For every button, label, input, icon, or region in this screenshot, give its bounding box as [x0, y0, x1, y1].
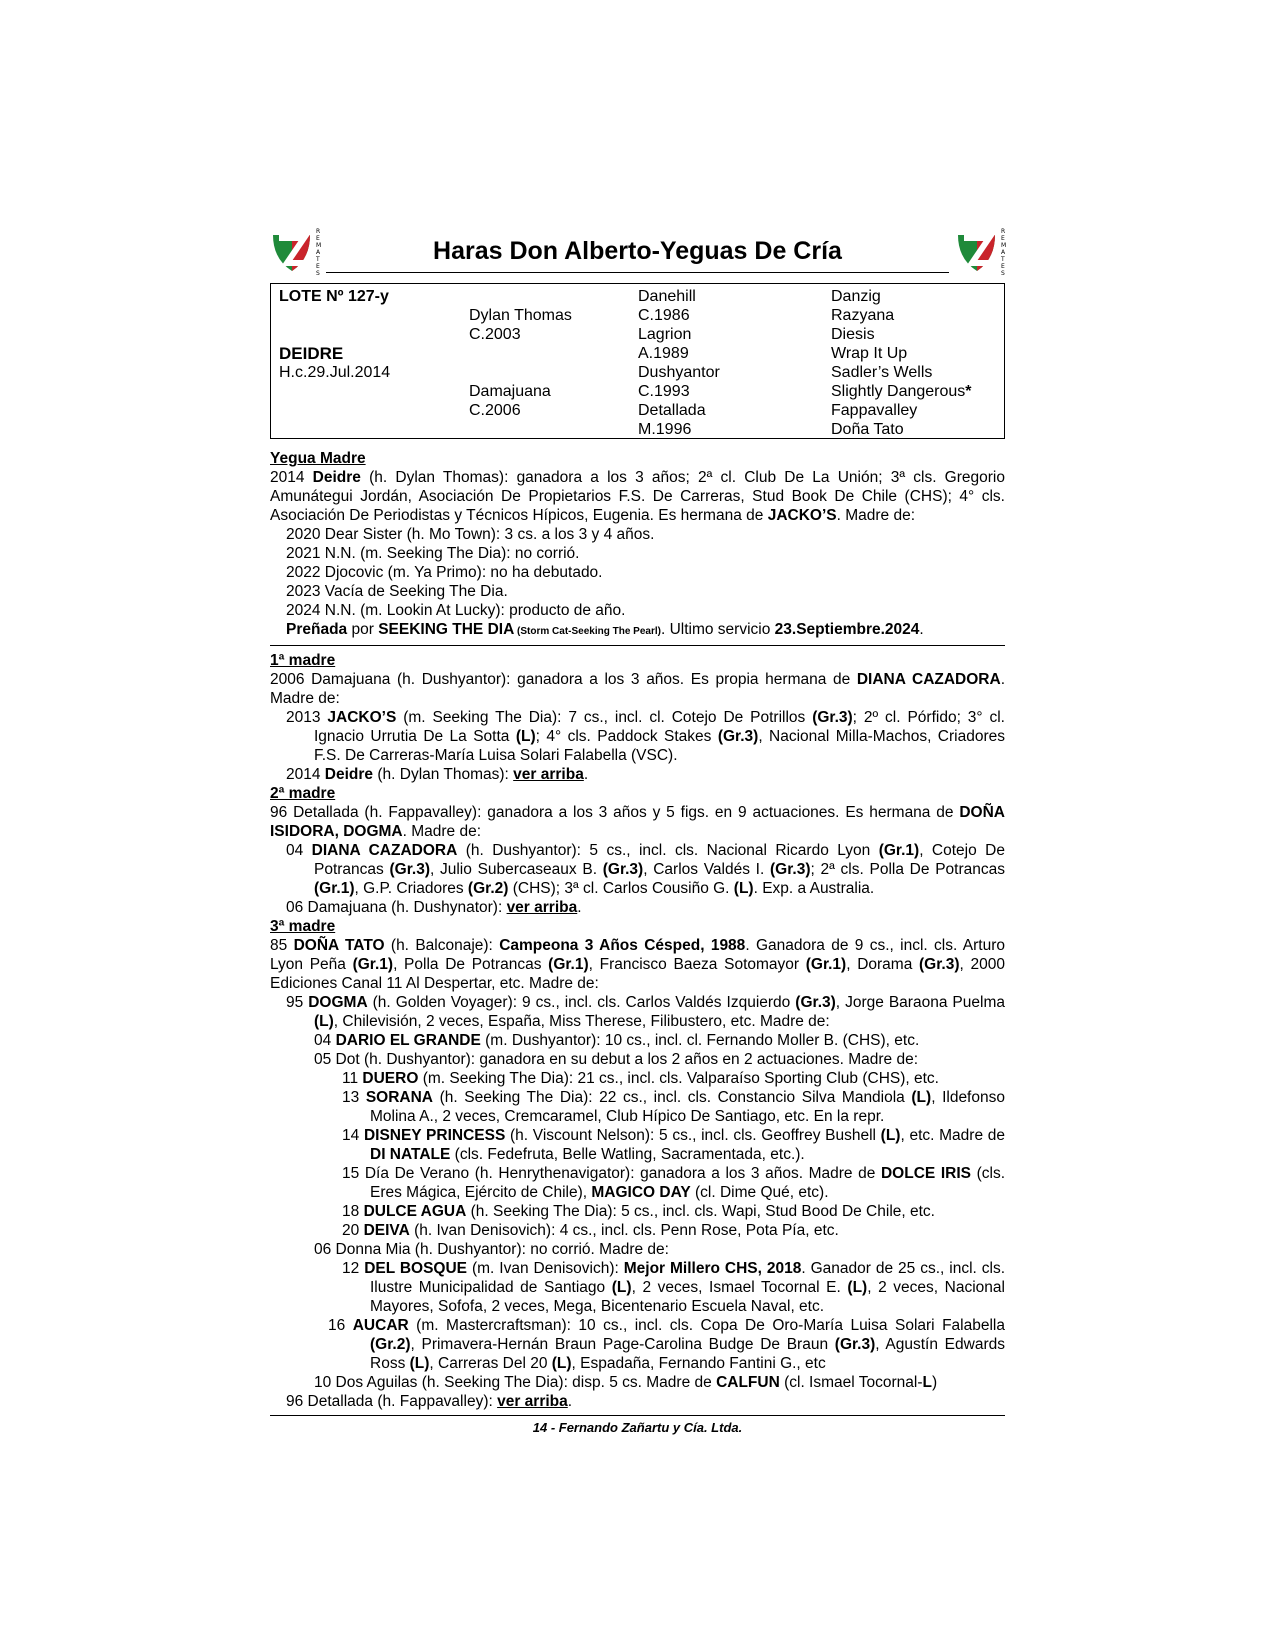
lote-number: LOTE Nº 127-y [279, 288, 389, 305]
paragraph: 85 DOÑA TATO (h. Balconaje): Campeona 3 Años Césped, 1988. Ganadora de 9 cs., incl. cls. Arturo Lyon Peña (Gr.1), Polla De Potrancas (Gr.1), Francisco Baeza Sotomayor (Gr.1), Dorama (Gr.3), 2000 Ediciones Canal 11 Al Despertar, etc. Madre de: [270, 937, 1005, 992]
section-heading: 2ª madre [270, 785, 336, 802]
svg-text:S: S [1001, 270, 1005, 277]
list-item: 95 DOGMA (h. Golden Voyager): 9 cs., incl. cls. Carlos Valdés Izquierdo (Gr.3), Jorge Baraona Puelma (L), Chilevisión, 2 veces, España, Miss Therese, Filibustero, etc. Madre de: [286, 994, 1005, 1030]
footer-divider [270, 1415, 1005, 1416]
list-item: 20 DEIVA (h. Ivan Denisovich): 4 cs., incl. cls. Penn Rose, Pota Pía, etc. [342, 1222, 839, 1239]
gen3-item: Slightly Dangerous* [831, 383, 972, 400]
sire-name: Dylan Thomas [469, 307, 572, 324]
sire-info: C.2003 [469, 326, 521, 343]
list-item: 10 Dos Aguilas (h. Seeking The Dia): disp. 5 cs. Madre de CALFUN (cl. Ismael Tocornal-L) [314, 1374, 938, 1391]
list-item: 96 Detallada (h. Fappavalley): ver arriba. [286, 1393, 573, 1410]
gen3-item: Razyana [831, 307, 895, 324]
paragraph: 2014 Deidre (h. Dylan Thomas): ganadora a los 3 años; 2ª cl. Club De La Unión; 3ª cls. Gregorio Amunátegui Jordán, Asociación De Propietarios F.S. De Carreras, Stud Book De Chile (CHS); 4° cls. Asociación De Periodistas y Técnicos Hípicos, Eugenia. Es hermana de JACKO’S. Madre de: [270, 469, 1005, 524]
section-tercera-madre [270, 917, 1005, 1411]
horse-name: DEIDRE [279, 344, 344, 363]
page-title: Haras Don Alberto-Yeguas De Cría [433, 237, 842, 265]
list-item: 2021 N.N. (m. Seeking The Dia): no corrió. [286, 545, 580, 562]
gen2-item: A.1989 [638, 345, 689, 362]
paragraph: 2006 Damajuana (h. Dushyantor): ganadora a los 3 años. Es propia hermana de DIANA CAZADORA. Madre de: [270, 671, 1005, 707]
gen3-item: Wrap It Up [831, 345, 908, 362]
list-item: 18 DULCE AGUA (h. Seeking The Dia): 5 cs., incl. cls. Wapi, Stud Bood De Chile, etc. [342, 1203, 935, 1220]
svg-text:R: R [316, 228, 321, 235]
svg-text:T: T [1001, 256, 1005, 263]
gen3-item: Diesis [831, 326, 875, 343]
list-item: 13 SORANA (h. Seeking The Dia): 22 cs., incl. cls. Constancio Silva Mandiola (L), Ildefonso Molina A., 2 veces, Cremcaramel, Club Hípico De Santiago, etc. En la repr. [342, 1089, 1005, 1125]
gen2-item: M.1996 [638, 421, 692, 438]
header-divider [326, 272, 949, 273]
pedigree-table [270, 283, 1005, 439]
list-item: 2023 Vacía de Seeking The Dia. [286, 583, 508, 600]
catalog-page [270, 225, 1005, 1435]
gen3-item: Doña Tato [831, 421, 904, 438]
dam-name: Damajuana [469, 383, 551, 400]
gen2-item: C.1986 [638, 307, 690, 324]
svg-text:T: T [316, 256, 320, 263]
svg-text:E: E [316, 263, 320, 270]
section-yegua-madre [270, 449, 1005, 641]
list-item: 05 Dot (h. Dushyantor): ganadora en su debut a los 2 años en 2 actuaciones. Madre de: [314, 1051, 919, 1068]
list-item: 11 DUERO (m. Seeking The Dia): 21 cs., incl. cls. Valparaíso Sporting Club (CHS), etc. [342, 1070, 939, 1087]
list-item: 12 DEL BOSQUE (m. Ivan Denisovich): Mejor Millero CHS, 2018. Ganador de 25 cs., incl. cls. Ilustre Municipalidad de Santiago (L), 2 veces, Ismael Tocornal E. (L), 2 veces, Nacional Mayores, Sofofa, 2 veces, Mega, Bicentenario Escuela Naval, etc. [342, 1260, 1006, 1315]
gen3-item: Fappavalley [831, 402, 918, 419]
pedigree-col-great-grandparents [831, 287, 972, 439]
list-item: 2020 Dear Sister (h. Mo Town): 3 cs. a los 3 y 4 años. [286, 526, 655, 543]
section-heading: 3ª madre [270, 918, 336, 935]
svg-text:E: E [316, 235, 320, 242]
list-item: 06 Donna Mia (h. Dushyantor): no corrió. Madre de: [314, 1241, 669, 1258]
remates-logo-right [955, 225, 1005, 275]
section-heading: 1ª madre [270, 652, 336, 669]
list-item: 2014 Deidre (h. Dylan Thomas): ver arriba. [286, 766, 589, 783]
page-header [270, 225, 1005, 275]
gen2-item: C.1993 [638, 383, 690, 400]
gen2-item: Danehill [638, 288, 696, 305]
page-footer: 14 - Fernando Zañartu y Cía. Ltda. [532, 1420, 743, 1435]
paragraph: 96 Detallada (h. Fappavalley): ganadora a los 3 años y 5 figs. en 9 actuaciones. Es hermana de DOÑA ISIDORA, DOGMA. Madre de: [270, 804, 1005, 840]
gen2-item: Detallada [638, 402, 706, 419]
pedigree-col-horse [279, 287, 390, 382]
svg-text:E: E [1001, 235, 1005, 242]
svg-text:E: E [1001, 263, 1005, 270]
section-divider [270, 645, 1005, 646]
list-item: 04 DARIO EL GRANDE (m. Dushyantor): 10 cs., incl. cl. Fernando Moller B. (CHS), etc. [314, 1032, 920, 1049]
pedigree-col-grandparents [638, 287, 720, 439]
section-heading: Yegua Madre [270, 450, 366, 467]
svg-text:R: R [1001, 228, 1006, 235]
gen2-item: Dushyantor [638, 364, 720, 381]
gen3-item: Sadler’s Wells [831, 364, 933, 381]
list-item: 2024 N.N. (m. Lookin At Lucky): producto de año. [286, 602, 626, 619]
list-item: 16 AUCAR (m. Mastercraftsman): 10 cs., incl. cls. Copa De Oro-María Luisa Solari Falabella (Gr.2), Primavera-Hernán Braun Page-Carolina Budge De Braun (Gr.3), Agustín Edwards Ross (L), Carreras Del 20 (L), Espadaña, Fernando Fantini G., etc [328, 1317, 1005, 1372]
gen2-item: Lagrion [638, 326, 692, 343]
list-item: 2022 Djocovic (m. Ya Primo): no ha debutado. [286, 564, 603, 581]
pedigree-col-parents [469, 306, 572, 420]
dam-info: C.2006 [469, 402, 521, 419]
star-mark: * [965, 383, 972, 400]
svg-text:M: M [316, 242, 322, 249]
list-item: 04 DIANA CAZADORA (h. Dushyantor): 5 cs., incl. cls. Nacional Ricardo Lyon (Gr.1), Cotejo De Potrancas (Gr.3), Julio Subercaseaux B. (Gr.3), Carlos Valdés I. (Gr.3); 2ª cls. Polla De Potrancas (Gr.1), G.P. Criadores (Gr.2) (CHS); 3ª cl. Carlos Cousiño G. (L). Exp. a Australia. [286, 842, 1005, 897]
horse-birth: H.c.29.Jul.2014 [279, 364, 391, 381]
svg-text:M: M [1001, 242, 1007, 249]
list-item: 2013 JACKO’S (m. Seeking The Dia): 7 cs., incl. cl. Cotejo De Potrillos (Gr.3); 2º cl. Pórfido; 3° cl. Ignacio Urrutia De La Sotta (L); 4° cls. Paddock Stakes (Gr.3), Nacional Milla-Machos, Criadores F.S. De Carreras-María Luisa Solari Falabella (VSC). [286, 709, 1005, 764]
svg-text:A: A [1001, 249, 1006, 256]
svg-text:A: A [316, 249, 321, 256]
pregnancy-line: Preñada por SEEKING THE DIA (Storm Cat-Seeking The Pearl). Ultimo servicio 23.Septiembre.2024. [286, 621, 924, 638]
section-primera-madre [270, 651, 1005, 784]
list-item: 15 Día De Verano (h. Henrythenavigator): ganadora a los 3 años. Madre de DOLCE IRIS (cls. Eres Mágica, Ejército de Chile), MAGICO DAY (cl. Dime Qué, etc). [342, 1165, 1005, 1201]
svg-text:S: S [316, 270, 320, 277]
list-item: 14 DISNEY PRINCESS (h. Viscount Nelson): 5 cs., incl. cls. Geoffrey Bushell (L), etc. Madre de DI NATALE (cls. Fedefruta, Belle Watling, Sacramentada, etc.). [342, 1127, 1005, 1163]
gen3-item: Danzig [831, 288, 881, 305]
list-item: 06 Damajuana (h. Dushynator): ver arriba. [286, 899, 582, 916]
section-segunda-madre [270, 784, 1005, 917]
